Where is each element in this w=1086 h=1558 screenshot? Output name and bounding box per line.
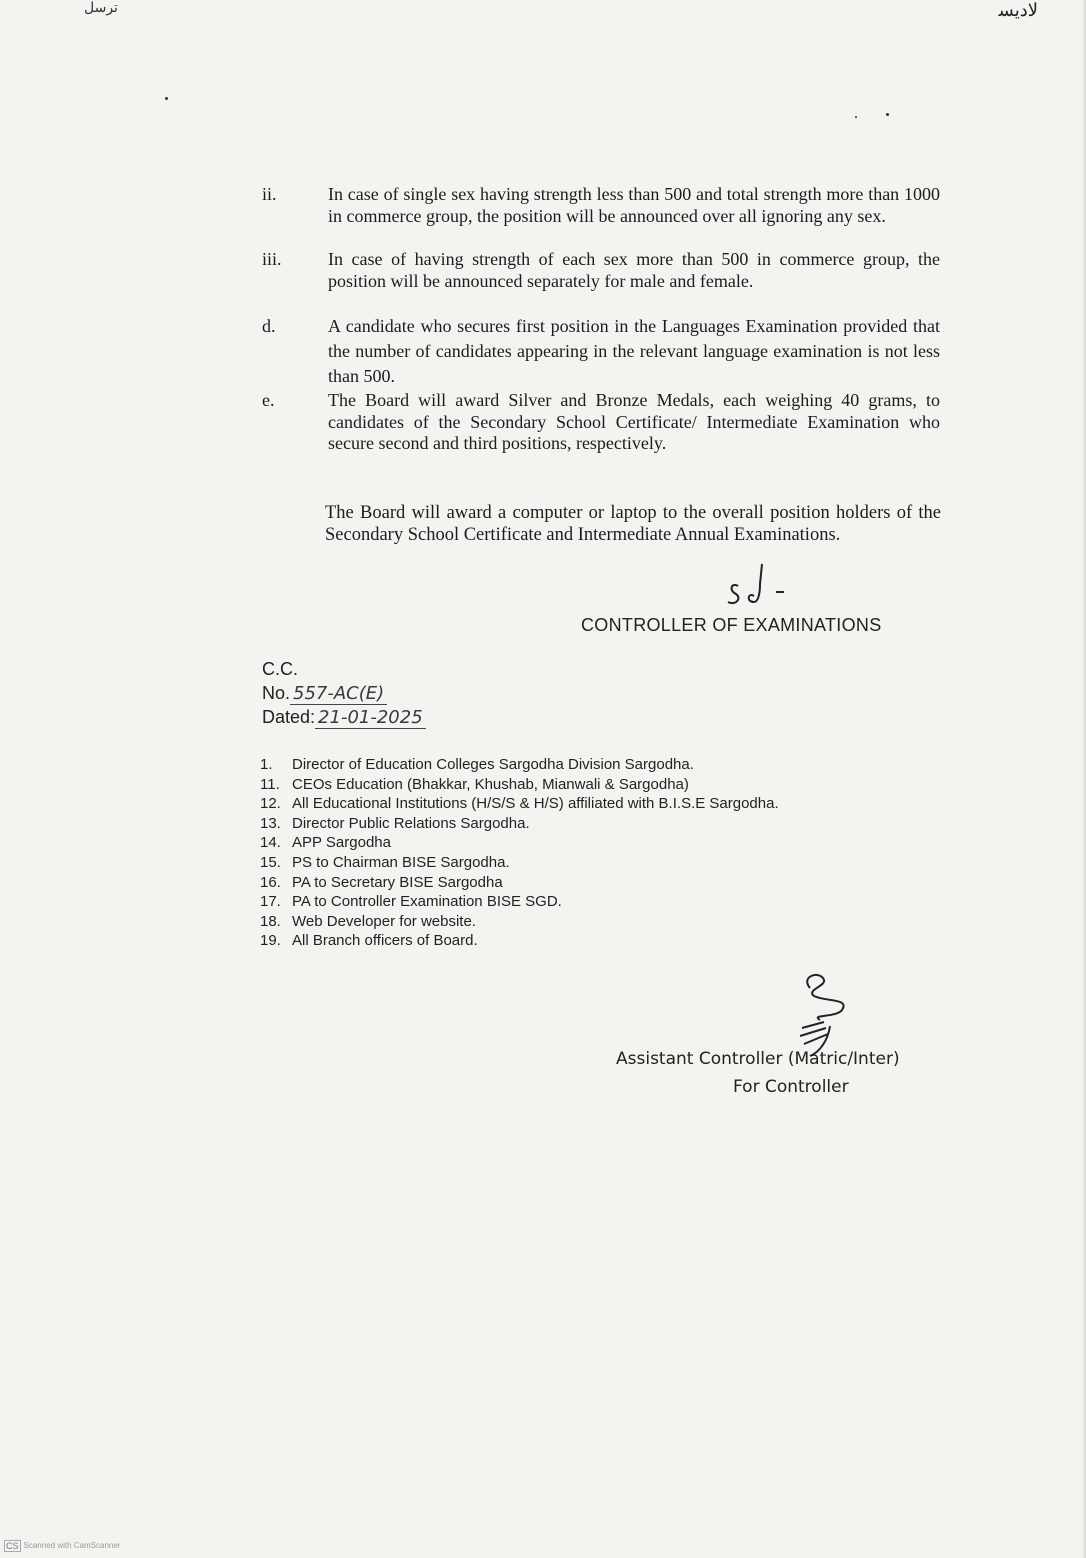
item-text: In case of single sex having strength less than 500 and total strength more than 1000 in commerce group, the position will be announced over all ignoring any sex.	[328, 184, 940, 226]
item-text: The Board will award Silver and Bronze Medals, each weighing 40 grams, to candidates of the Secondary School Certificate/ Intermediate Examination who secure second and third positions, respectively.	[328, 390, 940, 453]
scan-speck	[165, 97, 168, 100]
list-item: 18. Web Developer for website.	[260, 912, 476, 930]
list-item: 14. APP Sargodha	[260, 834, 391, 852]
list-item: 19. All Branch officers of Board.	[260, 932, 478, 950]
list-item: 13. Director Public Relations Sargodha.	[260, 814, 530, 832]
assistant-controller-title: Assistant Controller (Matric/Inter)	[616, 1049, 900, 1069]
item-marker: d.	[262, 316, 276, 336]
list-item: 1. Director of Education Colleges Sargodha Division Sargodha.	[260, 756, 694, 773]
reference-label: No.	[262, 683, 291, 703]
distribution-list	[260, 755, 779, 951]
scan-edge-shadow	[1082, 0, 1086, 1558]
scan-speck	[886, 113, 889, 116]
header-mark-left: ترسل	[84, 1, 118, 16]
item-marker: ii.	[262, 184, 277, 204]
item-marker: e.	[262, 390, 275, 410]
date-label: Dated:	[262, 707, 316, 727]
camscanner-logo-icon: CS	[6, 1541, 19, 1551]
for-controller-label: For Controller	[733, 1077, 849, 1097]
list-item: 15. PS to Chairman BISE Sargodha.	[260, 853, 510, 871]
controller-title: CONTROLLER OF EXAMINATIONS	[581, 615, 882, 635]
scan-speck	[855, 116, 857, 118]
item-marker: iii.	[262, 249, 282, 269]
scanner-watermark	[4, 1540, 120, 1552]
list-item: 11. CEOs Education (Bhakkar, Khushab, Mianwali & Sargodha)	[260, 775, 689, 793]
date-line	[262, 707, 426, 728]
reference-number	[262, 683, 387, 704]
item-text: A candidate who secures first position in the Languages Examination provided that the number of candidates appearing in the relevant language examination is not less than 500.	[328, 316, 940, 386]
list-item: 16. PA to Secretary BISE Sargodha	[260, 873, 503, 891]
item-text: In case of having strength of each sex more than 500 in commerce group, the position will be announced separately for male and female.	[328, 249, 940, 291]
award-paragraph: The Board will award a computer or laptop to the overall position holders of the Secondary School Certificate and Intermediate Annual Examinations.	[325, 503, 941, 545]
scanner-text: Scanned with CamScanner	[23, 1541, 121, 1551]
header-mark-right: ﻻﺩﻳﺴ	[998, 0, 1038, 20]
list-item: 12. All Educational Institutions (H/S/S & H/S) affiliated with B.I.S.E Sargodha.	[260, 795, 779, 813]
controller-signature	[724, 562, 794, 612]
reference-value: 557-AC(E)	[290, 683, 387, 705]
date-value: 21-01-2025	[315, 707, 426, 729]
cc-label: C.C.	[262, 659, 298, 679]
list-item: 17. PA to Controller Examination BISE SGD.	[260, 893, 562, 911]
